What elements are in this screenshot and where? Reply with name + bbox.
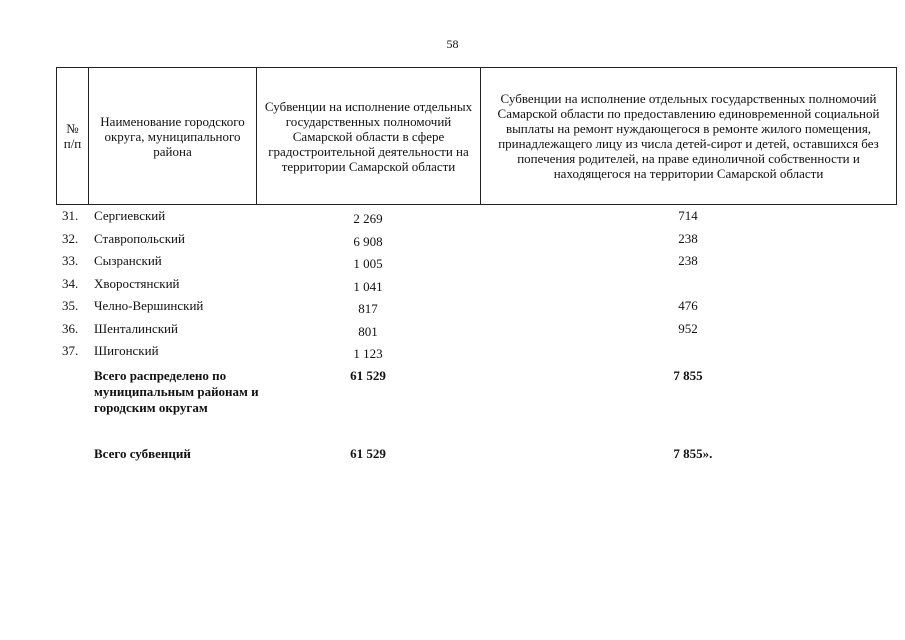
row-value-urban: 2 269 xyxy=(353,211,383,226)
table-row xyxy=(56,276,896,299)
row-value-repair: 952 xyxy=(678,320,698,336)
table-row xyxy=(56,343,896,366)
header-col-subvention-urban: Субвенции на исполнение отдельных государственных полномочий Самарской области в сфере градостроительной деятельности на территории Самарской области xyxy=(257,68,481,205)
total-distributed-urban: 61 529 xyxy=(350,367,386,383)
table-header xyxy=(56,67,897,205)
table-row xyxy=(56,321,896,344)
row-value-repair: 714 xyxy=(678,208,698,223)
header-col-number: № п/п xyxy=(57,68,89,205)
closing-quote: ». xyxy=(702,445,713,461)
row-name: Хворостянский xyxy=(94,275,180,291)
row-number: 33. xyxy=(62,253,79,268)
table-row xyxy=(56,253,896,276)
total-distributed-label: Всего распределено по муниципальным районам и городским округам xyxy=(94,367,259,415)
table-row xyxy=(56,208,896,231)
row-number: 31. xyxy=(62,208,79,223)
row-name: Шигонский xyxy=(94,343,159,358)
page-number: 58 xyxy=(446,37,459,51)
row-number: 35. xyxy=(62,298,79,313)
row-value-repair: 238 xyxy=(678,253,698,268)
table-row xyxy=(56,231,896,254)
row-number: 34. xyxy=(62,275,79,291)
total-all-repair-cell xyxy=(480,446,896,462)
row-name: Челно-Вершинский xyxy=(94,298,204,313)
total-all-row xyxy=(56,446,896,466)
total-all-repair xyxy=(673,445,713,461)
row-value-urban: 801 xyxy=(358,323,378,339)
row-value-urban: 1 005 xyxy=(353,256,383,271)
row-value-urban: 1 041 xyxy=(353,278,383,294)
row-value-urban: 1 123 xyxy=(353,346,383,361)
total-all-urban: 61 529 xyxy=(350,445,386,461)
row-name: Сергиевский xyxy=(94,208,166,223)
total-distributed-repair: 7 855 xyxy=(673,367,703,383)
row-name: Сызранский xyxy=(94,253,162,268)
row-value-urban: 817 xyxy=(358,301,378,316)
row-name: Шенталинский xyxy=(94,320,178,336)
header-col-subvention-repair: Субвенции на исполнение отдельных государственных полномочий Самарской области по предоставлению единовременной социальной выплаты на ремонт нуждающегося в ремонте жилого помещения, принадлежащего лицу из числа детей-сирот и детей, оставшихся без попечения родителей, на праве единоличной собственности и находящегося на территории Самарской области xyxy=(481,68,897,205)
table-body xyxy=(56,208,896,466)
total-all-repair-value: 7 855 xyxy=(673,445,703,461)
total-all-label: Всего субвенций xyxy=(94,445,191,461)
row-name: Ставропольский xyxy=(94,230,185,246)
row-number: 36. xyxy=(62,320,79,336)
row-value-repair: 238 xyxy=(678,230,698,246)
table-row xyxy=(56,298,896,321)
header-col-name: Наименование городского округа, муниципального района xyxy=(89,68,257,205)
total-distributed-row xyxy=(56,368,896,446)
row-number: 37. xyxy=(62,343,79,358)
row-number: 32. xyxy=(62,230,79,246)
row-value-repair: 476 xyxy=(678,298,698,313)
row-value-urban: 6 908 xyxy=(353,233,383,249)
